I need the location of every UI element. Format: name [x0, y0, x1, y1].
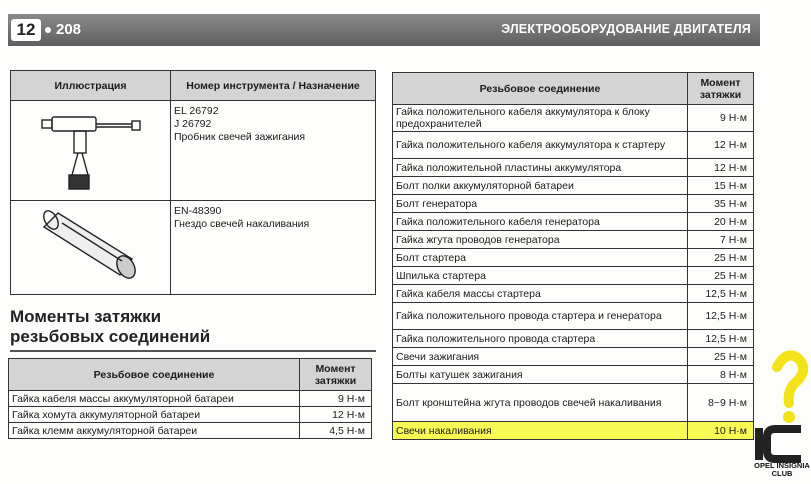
torque-value: 8 Н·м: [688, 366, 754, 384]
joint-name: Гайка положительного кабеля аккумулятора к стартеру: [393, 132, 688, 159]
table-row: [393, 366, 754, 384]
torque-value: 25 Н·м: [688, 267, 754, 285]
table-row: [393, 231, 754, 249]
opel-insignia-club-logo: [753, 345, 811, 475]
logo-line: OPEL INSIGNIA: [754, 461, 810, 470]
heading-line: резьбовых соединений: [10, 327, 211, 346]
table-row: [393, 213, 754, 231]
joint-name: Гайка клемм аккумуляторной батареи: [9, 423, 300, 439]
table-row: [393, 105, 754, 132]
table-row: [9, 407, 372, 423]
joint-name: Гайка положительного кабеля аккумулятора к блоку предохранителей: [393, 105, 688, 132]
table-row: [393, 330, 754, 348]
table-row: [393, 195, 754, 213]
tools-table: [10, 70, 376, 295]
tool-info: [171, 101, 376, 201]
torque-value: 12,5 Н·м: [688, 330, 754, 348]
table-row: [9, 423, 372, 439]
torque-header: Момент затяжки: [300, 359, 372, 391]
torque-value: 4,5 Н·м: [300, 423, 372, 439]
table-row: [393, 303, 754, 330]
spark-plug-tester-icon: [14, 105, 164, 193]
joint-name: Болт генератора: [393, 195, 688, 213]
joint-name: Болты катушек зажигания: [393, 366, 688, 384]
torque-value: 7 Н·м: [688, 231, 754, 249]
tool-number: J 26792: [174, 118, 212, 130]
illustration-header: Иллюстрация: [11, 71, 171, 101]
table-row: [393, 267, 754, 285]
tool-purpose: Пробник свечей зажигания: [174, 131, 306, 143]
page-dot-icon: [45, 27, 51, 33]
glow-plug-socket-icon: [14, 205, 164, 287]
table-row: [9, 391, 372, 407]
torque-value: 9 Н·м: [300, 391, 372, 407]
joint-name: Болт кронштейна жгута проводов свечей накаливания: [393, 384, 688, 422]
joint-name: Гайка хомута аккумуляторной батареи: [9, 407, 300, 423]
joint-name: Гайка жгута проводов генератора: [393, 231, 688, 249]
tool-purpose: Гнездо свечей накаливания: [174, 218, 310, 230]
torque-header: Момент затяжки: [688, 73, 754, 105]
divider: [10, 350, 376, 352]
tool-row: [11, 201, 376, 295]
torque-value: 12 Н·м: [688, 159, 754, 177]
joint-name: Свечи накаливания: [393, 422, 688, 440]
joint-name: Шпилька стартера: [393, 267, 688, 285]
joint-header: Резьбовое соединение: [9, 359, 300, 391]
tool-header: Номер инструмента / Назначение: [171, 71, 376, 101]
table-row: [393, 177, 754, 195]
joint-name: Гайка положительного кабеля генератора: [393, 213, 688, 231]
table-row: [393, 422, 754, 440]
table-row: [393, 285, 754, 303]
logo-line: CLUB: [771, 469, 793, 478]
table-row: [393, 348, 754, 366]
table-row: [393, 132, 754, 159]
table-row: [393, 384, 754, 422]
joint-name: Гайка кабеля массы аккумуляторной батареи: [9, 391, 300, 407]
torque-value: 25 Н·м: [688, 348, 754, 366]
chapter-badge: 12: [11, 19, 41, 41]
joint-name: Гайка положительной пластины аккумулятора: [393, 159, 688, 177]
torque-value: 12 Н·м: [688, 132, 754, 159]
tool-number: EL 26792: [174, 105, 219, 117]
torque-value: 25 Н·м: [688, 249, 754, 267]
heading-line: Моменты затяжки: [10, 307, 162, 326]
page-number: 208: [56, 21, 82, 38]
torque-value: 35 Н·м: [688, 195, 754, 213]
electrical-torque-table: [392, 72, 754, 440]
joint-header: Резьбовое соединение: [393, 73, 688, 105]
battery-torque-table: [8, 358, 372, 439]
torque-value: 12,5 Н·м: [688, 285, 754, 303]
tool-number: EN-48390: [174, 205, 222, 217]
joint-name: Гайка положительного провода стартера и генератора: [393, 303, 688, 330]
joint-name: Гайка кабеля массы стартера: [393, 285, 688, 303]
joint-name: Болт полки аккумуляторной батареи: [393, 177, 688, 195]
joint-name: Болт стартера: [393, 249, 688, 267]
table-row: [393, 159, 754, 177]
torque-value: 10 Н·м: [688, 422, 754, 440]
section-title: ЭЛЕКТРООБОРУДОВАНИЕ ДВИГАТЕЛЯ: [501, 22, 751, 36]
tool-info: [171, 201, 376, 295]
glow-plug-socket-illustration: [11, 201, 171, 295]
torque-value: 9 Н·м: [688, 105, 754, 132]
torque-value: 12 Н·м: [300, 407, 372, 423]
torque-section-heading: [10, 307, 210, 347]
torque-value: 20 Н·м: [688, 213, 754, 231]
tool-row: [11, 101, 376, 201]
torque-value: 15 Н·м: [688, 177, 754, 195]
logo-caption: [754, 462, 810, 478]
table-row: [393, 249, 754, 267]
joint-name: Гайка положительного провода стартера: [393, 330, 688, 348]
torque-value: 12,5 Н·м: [688, 303, 754, 330]
torque-value: 8~9 Н·м: [688, 384, 754, 422]
spark-plug-tester-illustration: [11, 101, 171, 201]
joint-name: Свечи зажигания: [393, 348, 688, 366]
